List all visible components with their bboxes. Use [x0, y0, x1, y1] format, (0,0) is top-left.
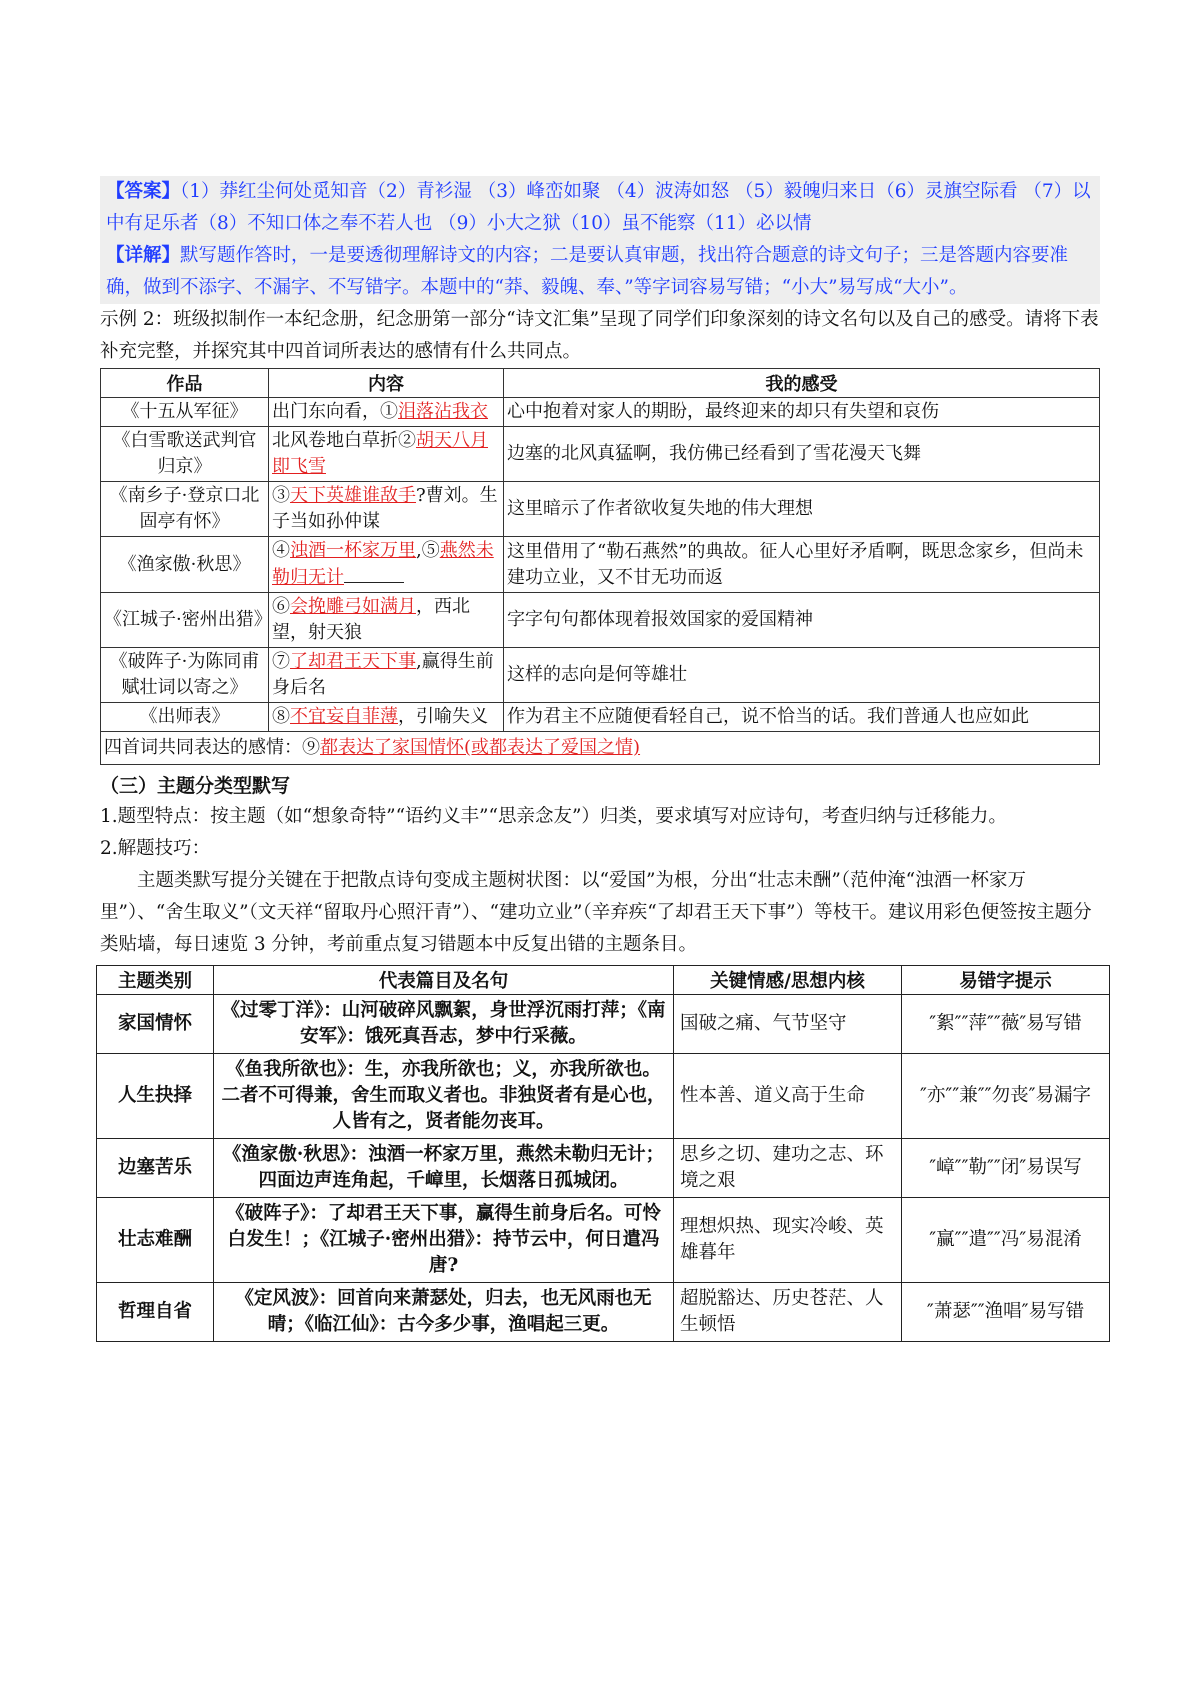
content-suffix: ，引喻失义 — [398, 706, 488, 727]
feeling-cell: 心中抱着对家人的期盼，最终迎来的却只有失望和哀伤 — [504, 398, 1100, 427]
content-prefix: ⑥ — [272, 596, 290, 617]
feeling-cell: 这里借用了“勒石燕然”的典故。征人心里好矛盾啊，既思念家乡，但尚未建功立业，又不甘无功而返 — [504, 537, 1100, 593]
table-row — [101, 593, 1100, 648]
topic-header-hint: 易错字提示 — [902, 966, 1110, 995]
section3-paragraph: 主题类默写提分关键在于把散点诗句变成主题树状图：以“爱国”为根，分出“壮志未酬”（范仲淹“浊酒一杯家万里”）、“舍生取义”（文天祥“留取丹心照汗青”）、“建功立业”（辛弃疾“了却君王天下事”）等枝干。建议用彩色便签按主题分类贴墙，每日速览 3 分钟，考前重点复习错题本中反复出错的主题条目。 — [100, 870, 1092, 955]
header-content: 内容 — [269, 369, 504, 398]
feeling-cell: 作为君主不应随便看轻自己，说不恰当的话。我们普通人也应如此 — [504, 703, 1100, 732]
answer-tag: 【答案】 — [106, 181, 181, 202]
topic-row — [97, 1283, 1110, 1342]
work-title: 《十五从军征》 — [101, 398, 269, 427]
content-cell — [269, 537, 504, 593]
topic-quote: 《定风波》：回首向来萧瑟处，归去，也无风雨也无晴；《临江仙》：古今多少事，渔唱起三更。 — [214, 1283, 674, 1342]
table-row — [101, 427, 1100, 482]
table-row — [101, 703, 1100, 732]
content-cell — [269, 427, 504, 482]
filled-answer: 浊酒一杯家万里 — [290, 540, 416, 561]
topic-core: 超脱豁达、历史苍茫、人生顿悟 — [674, 1283, 902, 1342]
topic-row — [97, 1139, 1110, 1198]
document-page — [100, 176, 1100, 1342]
section3-point2: 2.解题技巧： — [100, 838, 211, 859]
section3-point1: 1.题型特点：按主题（如“想象奇特”“语约义丰”“思亲念友”）归类，要求填写对应诗句，考查归纳与迁移能力。 — [100, 806, 1007, 827]
topic-core: 性本善、道义高于生命 — [674, 1054, 902, 1139]
topic-core: 理想炽热、现实冷峻、英雄暮年 — [674, 1198, 902, 1283]
table-row — [101, 482, 1100, 537]
work-title: 《出师表》 — [101, 703, 269, 732]
feeling-cell: 字字句句都体现着报效国家的爱国精神 — [504, 593, 1100, 648]
content-cell — [269, 648, 504, 703]
table-header-row — [101, 369, 1100, 398]
content-prefix: ⑦ — [272, 651, 290, 672]
content-cell — [269, 703, 504, 732]
detail-text: 默写题作答时，一是要透彻理解诗文的内容；二是要认真审题，找出符合题意的诗文句子；三是答题内容要准确，做到不添字、不漏字、不写错字。本题中的“莽、毅魄、奉、”等字词容易写错；“小大”易写成“大小”。 — [106, 245, 1069, 298]
content-prefix: ③ — [272, 485, 290, 506]
table-row — [101, 537, 1100, 593]
topic-row — [97, 1198, 1110, 1283]
filled-answer: 不宜妄自菲薄 — [290, 706, 398, 727]
topic-hint: ″嶂″″勒″″闭″易误写 — [902, 1139, 1110, 1198]
topic-hint: ″萧瑟″″渔唱″易写错 — [902, 1283, 1110, 1342]
content-cell — [269, 593, 504, 648]
content-suffix: ?曹刘。生子当如孙仲谋 — [272, 485, 498, 532]
answer-text: （1）莽红尘何处觅知音（2）青衫湿 （3）峰峦如聚 （4）波涛如怒 （5）毅魄归来日（6）灵旗空际看 （7）以中有足乐者（8）不知口体之奉不若人也 （9）小大之狱（10）虽不能察（11）必以情 — [106, 181, 1091, 234]
topic-hint: ″赢″″遣″″冯″易混淆 — [902, 1198, 1110, 1283]
topic-header-row — [97, 966, 1110, 995]
filled-answer: 天下英雄谁敌手 — [290, 485, 416, 506]
topic-row — [97, 995, 1110, 1054]
topic-quote: 《渔家傲·秋思》：浊酒一杯家万里，燕然未勒归无计；四面边声连角起，千嶂里，长烟落日孤城闭。 — [214, 1139, 674, 1198]
table-row — [101, 398, 1100, 427]
topic-table — [96, 965, 1110, 1342]
work-title: 《渔家傲·秋思》 — [101, 537, 269, 593]
content-prefix: 北风卷地白草折② — [272, 430, 416, 451]
summary-answer: 都表达了家国情怀(或都表达了爱国之情) — [320, 737, 641, 758]
topic-quote: 《破阵子》：了却君王天下事，赢得生前身后名。可怜白发生！；《江城子·密州出猎》：持节云中，何日遣冯唐? — [214, 1198, 674, 1283]
topic-category: 人生抉择 — [97, 1054, 214, 1139]
topic-category: 家国情怀 — [97, 995, 214, 1054]
feeling-cell: 这样的志向是何等雄壮 — [504, 648, 1100, 703]
content-cell — [269, 398, 504, 427]
filled-answer: 泪落沾我衣 — [398, 401, 488, 422]
answer-paragraph — [106, 176, 1094, 240]
filled-answer: 胡天八月即飞雪 — [272, 430, 488, 477]
poem-feelings-table — [100, 368, 1100, 765]
content-suffix: ，西北望，射天狼 — [272, 596, 470, 643]
table-row — [101, 648, 1100, 703]
content-prefix: ⑧ — [272, 706, 290, 727]
summary-label: 四首词共同表达的感情：⑨ — [104, 737, 320, 758]
topic-category: 哲理自省 — [97, 1283, 214, 1342]
topic-row — [97, 1054, 1110, 1139]
filled-answer: 会挽雕弓如满月 — [290, 596, 416, 617]
topic-quote: 《鱼我所欲也》：生，亦我所欲也；义，亦我所欲也。二者不可得兼，舍生而取义者也。非独贤者有是心也，人皆有之，贤者能勿丧耳。 — [214, 1054, 674, 1139]
content-prefix: 出门东向看，① — [272, 401, 398, 422]
work-title: 《破阵子·为陈同甫赋壮词以寄之》 — [101, 648, 269, 703]
topic-header-core: 关键情感/思想内核 — [674, 966, 902, 995]
header-feeling: 我的感受 — [504, 369, 1100, 398]
summary-row — [101, 732, 1100, 765]
topic-header-category: 主题类别 — [97, 966, 214, 995]
topic-core: 国破之痛、气节坚守 — [674, 995, 902, 1054]
filled-answer: 了却君王天下事 — [290, 651, 416, 672]
feeling-cell: 边塞的北风真猛啊，我仿佛已经看到了雪花漫天飞舞 — [504, 427, 1100, 482]
topic-hint: ″絮″″萍″″薇″易写错 — [902, 995, 1110, 1054]
content-suffix: ,赢得生前身后名 — [272, 651, 494, 698]
section3-title: （三）主题分类型默写 — [100, 775, 291, 797]
topic-quote: 《过零丁洋》：山河破碎风飘絮，身世浮沉雨打萍；《南安军》：饿死真吾志，梦中行采薇。 — [214, 995, 674, 1054]
content-mid: ,⑤ — [416, 540, 440, 561]
work-title: 《江城子·密州出猎》 — [101, 593, 269, 648]
header-work: 作品 — [101, 369, 269, 398]
example2-intro: 示例 2：班级拟制作一本纪念册，纪念册第一部分“诗文汇集”呈现了同学们印象深刻的诗文名句以及自己的感受。请将下表补充完整，并探究其中四首词所表达的感情有什么共同点。 — [100, 309, 1099, 362]
work-title: 《白雪歌送武判官归京》 — [101, 427, 269, 482]
work-title: 《南乡子·登京口北固亭有怀》 — [101, 482, 269, 537]
topic-category: 边塞苦乐 — [97, 1139, 214, 1198]
detail-paragraph — [106, 240, 1094, 304]
content-cell — [269, 482, 504, 537]
detail-tag: 【详解】 — [106, 245, 181, 266]
topic-category: 壮志难酬 — [97, 1198, 214, 1283]
feeling-cell: 这里暗示了作者欲收复失地的伟大理想 — [504, 482, 1100, 537]
topic-header-quote: 代表篇目及名句 — [214, 966, 674, 995]
filled-answer-2: 燕然未勒归无计 — [272, 540, 494, 588]
answer-blank-line — [344, 564, 404, 583]
answer-box — [100, 176, 1100, 304]
content-prefix: ④ — [272, 540, 290, 561]
topic-core: 思乡之切、建功之志、环境之艰 — [674, 1139, 902, 1198]
topic-hint: ″亦″″兼″″勿丧″易漏字 — [902, 1054, 1110, 1139]
